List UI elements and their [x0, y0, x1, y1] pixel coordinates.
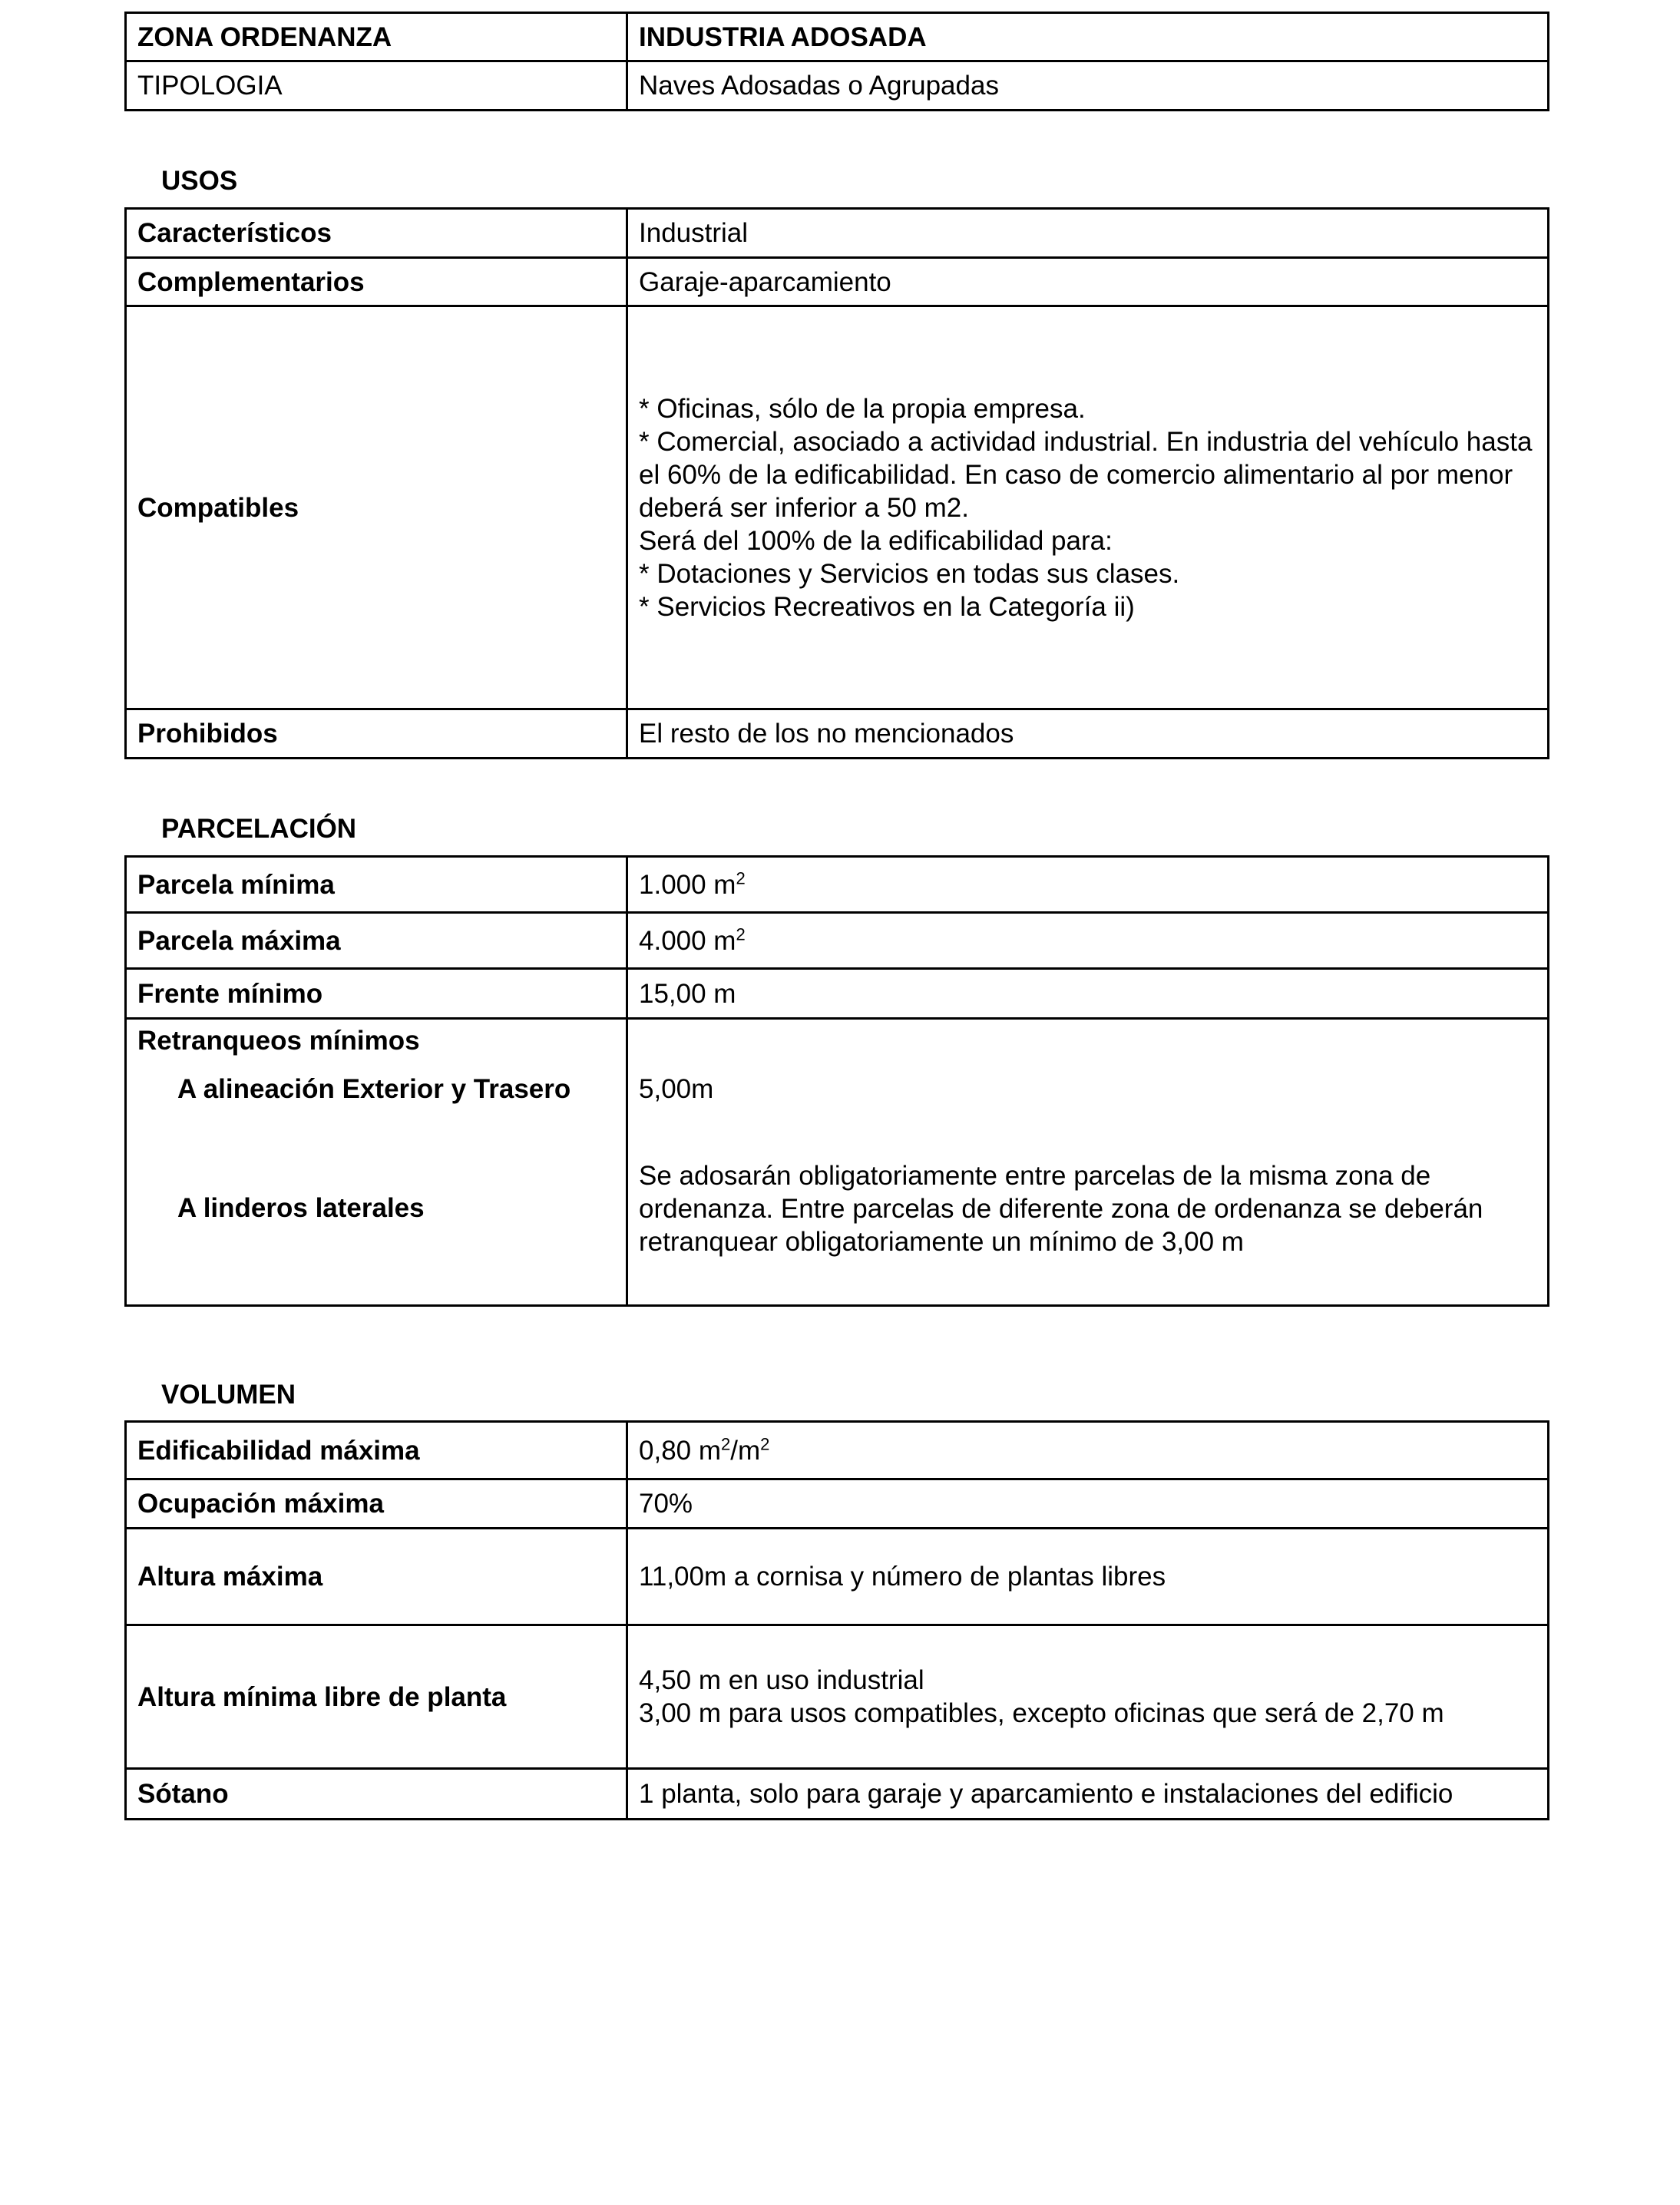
compatibles-line: * Comercial, asociado a actividad industrial. En industria del vehículo hasta el 60% de la edificabilidad. En caso de comercio alimentario al por menor deberá ser inferior a 50 m2.: [639, 426, 1533, 523]
compatibles-line: * Oficinas, sólo de la propia empresa.: [639, 393, 1086, 424]
parcela-minima-value: [627, 857, 1549, 913]
value-text: 1.000 m: [639, 869, 736, 900]
superscript: 2: [721, 1433, 731, 1453]
value-text: 4.000 m: [639, 925, 736, 956]
edificabilidad-value: [627, 1422, 1549, 1479]
zona-value: INDUSTRIA ADOSADA: [627, 13, 1549, 61]
altura-minima-line: 4,50 m en uso industrial: [639, 1665, 924, 1695]
value-text: /m: [730, 1435, 761, 1466]
complementarios-value: Garaje-aparcamiento: [627, 258, 1549, 306]
parcelacion-title: PARCELACIÓN: [161, 814, 357, 844]
value-text: 0,80 m: [639, 1435, 721, 1466]
altura-maxima-value: 11,00m a cornisa y número de plantas libres: [627, 1529, 1549, 1625]
parcelacion-table: [124, 855, 1549, 1307]
superscript: 2: [736, 868, 746, 888]
prohibidos-label: Prohibidos: [126, 709, 627, 759]
parcela-minima-label: Parcela mínima: [126, 857, 627, 913]
parcela-maxima-label: Parcela máxima: [126, 913, 627, 969]
frente-minimo-label: Frente mínimo: [126, 969, 627, 1019]
volumen-table: [124, 1420, 1549, 1820]
retranqueos-label: Retranqueos mínimos: [137, 1026, 420, 1056]
linderos-label: A linderos laterales: [177, 1193, 425, 1223]
complementarios-label: Complementarios: [126, 258, 627, 306]
compatibles-value: [627, 306, 1549, 709]
ocupacion-value: 70%: [627, 1479, 1549, 1529]
zona-label: ZONA ORDENANZA: [126, 13, 627, 61]
caracteristicos-value: Industrial: [627, 209, 1549, 258]
compatibles-line: Será del 100% de la edificabilidad para:: [639, 525, 1113, 556]
tipologia-label: TIPOLOGIA: [126, 61, 627, 111]
zone-header-table: [124, 12, 1549, 111]
caracteristicos-label: Característicos: [126, 209, 627, 258]
sotano-value: 1 planta, solo para garaje y aparcamiento e instalaciones del edificio: [627, 1769, 1549, 1820]
linderos-value: Se adosarán obligatoriamente entre parcelas de la misma zona de ordenanza. Entre parcelas de diferente zona de ordenanza se deberán retranquear obligatoriamente un mínimo de 3,00 m: [639, 1161, 1483, 1257]
altura-maxima-label: Altura máxima: [126, 1529, 627, 1625]
usos-title: USOS: [161, 166, 238, 196]
frente-minimo-value: 15,00 m: [627, 969, 1549, 1019]
compatibles-label: Compatibles: [126, 306, 627, 709]
retranqueos-value-cell: [627, 1019, 1549, 1306]
ocupacion-label: Ocupación máxima: [126, 1479, 627, 1529]
altura-minima-line: 3,00 m para usos compatibles, excepto oficinas que será de 2,70 m: [639, 1698, 1444, 1728]
alineacion-value: 5,00m: [639, 1074, 714, 1104]
retranqueos-label-cell: [126, 1019, 627, 1306]
alineacion-label: A alineación Exterior y Trasero: [177, 1074, 571, 1104]
superscript: 2: [736, 924, 746, 944]
tipologia-value: Naves Adosadas o Agrupadas: [627, 61, 1549, 111]
altura-minima-value: [627, 1625, 1549, 1769]
compatibles-line: * Dotaciones y Servicios en todas sus clases.: [639, 558, 1180, 589]
sotano-label: Sótano: [126, 1769, 627, 1820]
superscript: 2: [760, 1433, 770, 1453]
compatibles-line: * Servicios Recreativos en la Categoría ii): [639, 591, 1135, 622]
volumen-title: VOLUMEN: [161, 1380, 296, 1410]
usos-table: [124, 207, 1549, 759]
prohibidos-value: El resto de los no mencionados: [627, 709, 1549, 759]
edificabilidad-label: Edificabilidad máxima: [126, 1422, 627, 1479]
parcela-maxima-value: [627, 913, 1549, 969]
altura-minima-label: Altura mínima libre de planta: [126, 1625, 627, 1769]
